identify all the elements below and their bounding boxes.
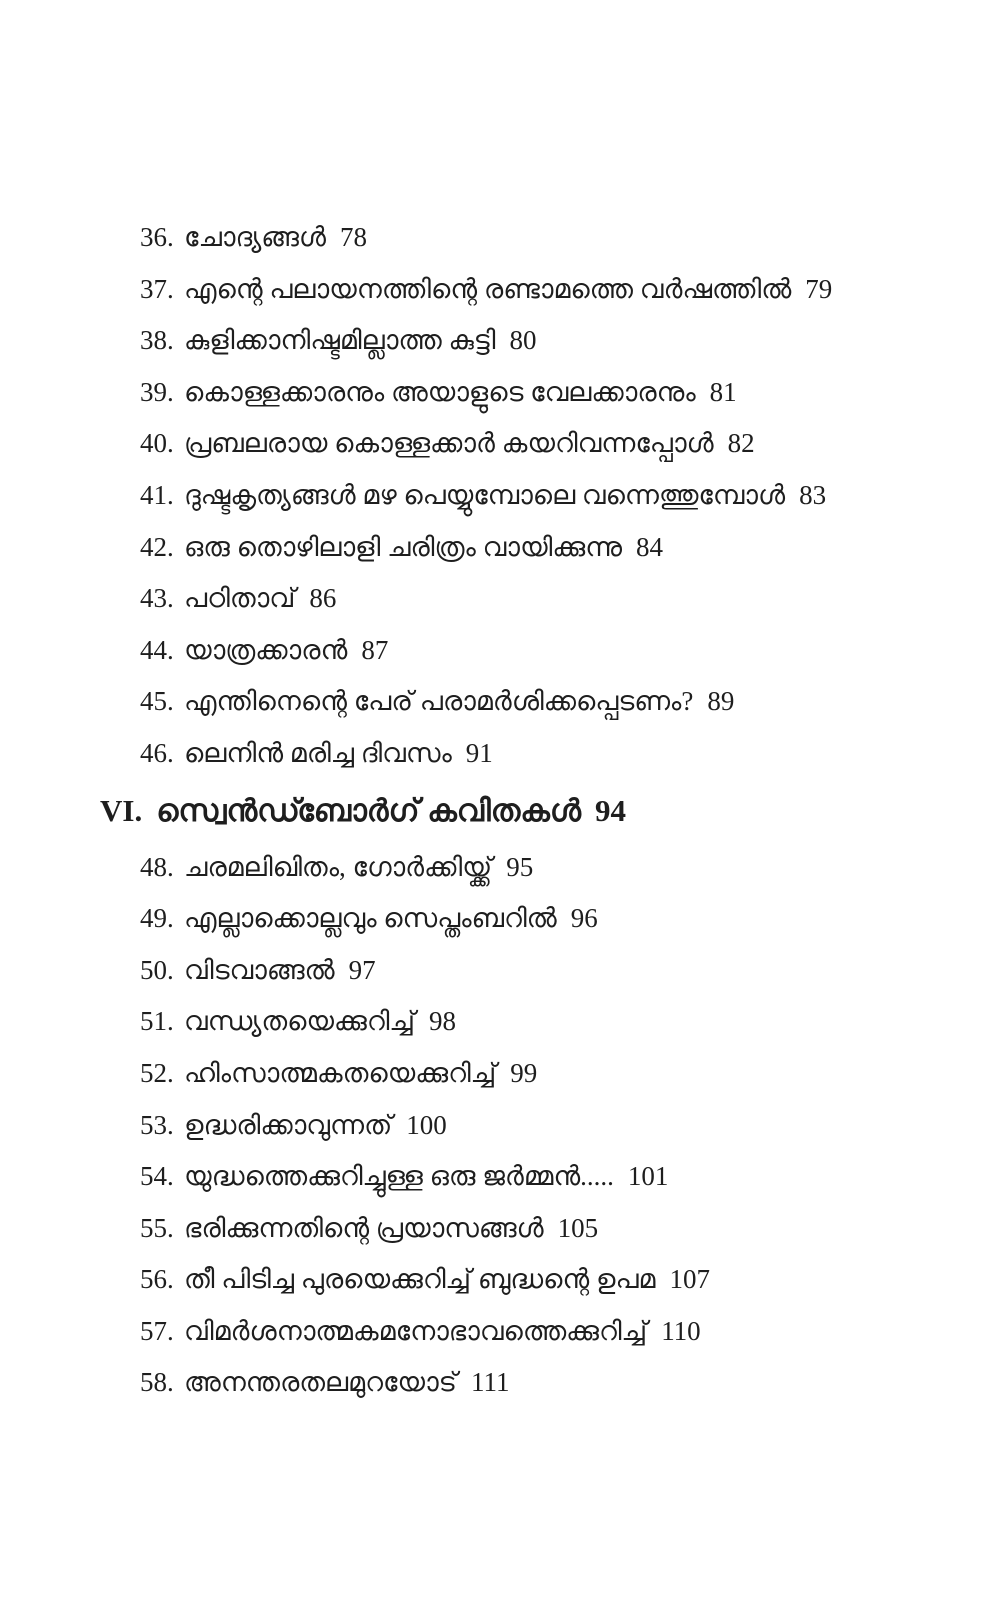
toc-entry (140, 264, 954, 316)
toc-section-title: സ്വെൻഡ്ബോർഗ് കവിതകൾ (156, 792, 581, 828)
toc-entry-page: 99 (510, 1057, 538, 1088)
toc-entry-page: 82 (727, 428, 755, 459)
toc-entry-title: ഉദ്ധരിക്കാവുന്നത് (184, 1109, 393, 1140)
toc-entry-number: 50. (140, 954, 174, 985)
toc-entry-title: വിമർശനാത്മകമനോഭാവത്തെക്കുറിച്ച് (184, 1315, 648, 1346)
toc-entry-title: ലെനിൻ മരിച്ച ദിവസം (184, 737, 452, 768)
toc-entry-page: 95 (506, 851, 534, 882)
toc-entry-title: ഒരു തൊഴിലാളി ചരിത്രം വായിക്കുന്നു (184, 531, 622, 562)
toc-entry-title: ചരമലിഖിതം, ഗോർക്കിയ്ക്ക് (184, 851, 493, 882)
toc-entry-title: എന്തിനെന്റെ പേര് പരാമർശിക്കപ്പെടണം? (184, 686, 694, 717)
toc-entry-number: 38. (140, 325, 174, 356)
toc-entry-number: 54. (140, 1161, 174, 1192)
toc-entry-title: എന്റെ പലായനത്തിന്റെ രണ്ടാമത്തെ വർഷത്തിൽ (184, 273, 792, 304)
toc-entry (140, 945, 954, 997)
toc-entry-page: 79 (805, 273, 833, 304)
toc-entry-number: 37. (140, 273, 174, 304)
toc-entry (140, 1151, 954, 1203)
toc-entry-page: 81 (709, 376, 737, 407)
toc-entry-page: 111 (471, 1367, 510, 1398)
toc-entry-page: 91 (465, 737, 493, 768)
toc-entry (140, 676, 954, 728)
toc-entry-title: യാത്രക്കാരൻ (184, 634, 348, 665)
toc-entry (140, 315, 954, 367)
toc-entry (140, 1357, 954, 1409)
toc-entry-number: 58. (140, 1367, 174, 1398)
table-of-contents (100, 212, 954, 1409)
toc-entry-number: 57. (140, 1315, 174, 1346)
toc-entry (140, 1048, 954, 1100)
toc-entry (140, 367, 954, 419)
toc-entry-title: ഹിംസാത്മകതയെക്കുറിച്ച് (184, 1057, 497, 1088)
toc-entry-page: 78 (340, 222, 367, 252)
toc-entry (140, 1306, 954, 1358)
toc-entry-page: 84 (635, 531, 663, 562)
toc-entry (140, 1203, 954, 1255)
toc-entry (140, 625, 954, 677)
toc-entry-number: 53. (140, 1109, 174, 1140)
toc-entry-page: 100 (406, 1109, 447, 1140)
toc-entry-title: കുളിക്കാനിഷ്ടമില്ലാത്ത കുട്ടി (184, 325, 496, 356)
toc-entry-title: വന്ധ്യതയെക്കുറിച്ച് (184, 1006, 416, 1037)
toc-entry-title: ഭരിക്കുന്നതിന്റെ പ്രയാസങ്ങൾ (184, 1212, 544, 1243)
toc-entry-number: 46. (140, 737, 174, 768)
toc-entry-page: 86 (309, 583, 337, 614)
toc-entry-page: 83 (799, 479, 827, 510)
toc-entry-number: 36. (140, 222, 174, 252)
toc-entry-page: 97 (348, 954, 376, 985)
toc-entry (140, 573, 954, 625)
toc-entry (140, 842, 954, 894)
toc-entry-page: 87 (361, 634, 389, 665)
toc-entry-title: കൊള്ളക്കാരനും അയാളുടെ വേലക്കാരനും (184, 376, 696, 407)
toc-section-page: 94 (595, 792, 626, 828)
toc-entry-title: പ്രബലരായ കൊള്ളക്കാർ കയറിവന്നപ്പോൾ (184, 428, 714, 459)
toc-entry-page: 80 (509, 325, 537, 356)
toc-entry-page: 89 (707, 686, 735, 717)
toc-entry-number: 48. (140, 851, 174, 882)
toc-entry-title: യുദ്ധത്തെക്കുറിച്ചുള്ള ഒരു ജർമ്മൻ..... (184, 1161, 614, 1192)
toc-entry-title: ദുഷ്ടകൃത്യങ്ങൾ മഴ പെയ്യുമ്പോലെ വന്നെത്തുമ്പോൾ (184, 479, 786, 510)
toc-entry-title: വിടവാങ്ങൽ (184, 954, 335, 985)
toc-entry-page: 98 (429, 1006, 457, 1037)
toc-entry-number: 43. (140, 583, 174, 614)
toc-entry (140, 996, 954, 1048)
toc-entry-title: ചോദ്യങ്ങൾ (184, 222, 326, 252)
toc-section-number: VI. (100, 792, 143, 828)
toc-entry (140, 1254, 954, 1306)
toc-entry-title: എല്ലാക്കൊല്ലവും സെപ്തംബറിൽ (184, 903, 557, 934)
toc-entry-number: 40. (140, 428, 174, 459)
toc-entry (140, 893, 954, 945)
toc-entry-page: 105 (557, 1212, 599, 1243)
toc-entry-number: 42. (140, 531, 174, 562)
toc-entry-number: 55. (140, 1212, 174, 1243)
toc-entry (140, 418, 954, 470)
toc-entry (140, 1100, 954, 1152)
toc-entry-number: 39. (140, 376, 174, 407)
toc-entry-page: 110 (661, 1315, 701, 1346)
toc-entry-page: 96 (570, 903, 598, 934)
toc-entry-number: 41. (140, 479, 174, 510)
toc-entry-number: 44. (140, 634, 174, 665)
toc-entry-number: 51. (140, 1006, 174, 1037)
toc-entry (140, 470, 954, 522)
toc-entry-number: 49. (140, 903, 174, 934)
toc-entry-title: പഠിതാവ് (184, 583, 296, 614)
toc-entry-title: തീ പിടിച്ച പുരയെക്കുറിച്ച് ബുദ്ധന്റെ ഉപമ (184, 1264, 656, 1295)
toc-entry (140, 728, 954, 780)
toc-entry-page: 101 (627, 1161, 669, 1192)
toc-entry-number: 52. (140, 1057, 174, 1088)
toc-section-heading (100, 780, 954, 842)
toc-entry (140, 522, 954, 574)
toc-entry-number: 45. (140, 686, 174, 717)
toc-entry-page: 107 (669, 1264, 711, 1295)
toc-entry-number: 56. (140, 1264, 174, 1295)
toc-entry (140, 212, 954, 264)
toc-entry-title: അനന്തരതലമുറയോട് (184, 1367, 457, 1398)
